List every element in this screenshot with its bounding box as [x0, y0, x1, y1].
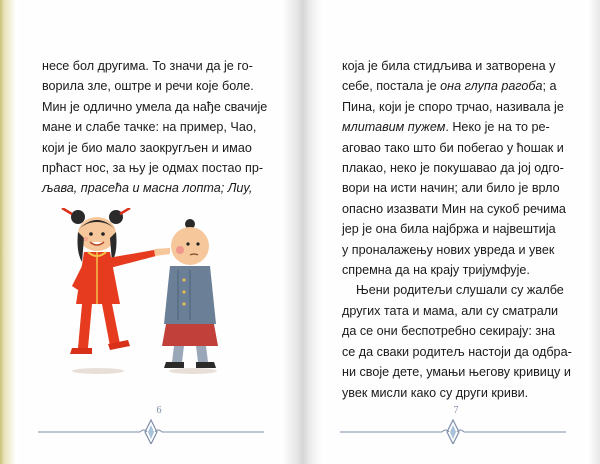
- text-line: прћаст нос, за њу је одмах постао пр-: [42, 161, 264, 176]
- text-line: јер је она била најбржа и највештија: [342, 222, 556, 237]
- text-line: себе, постала је она глупа рагоба; а: [342, 79, 557, 94]
- text-line: се да сваки родитељ настоји да одбра-: [342, 344, 572, 359]
- text-line: спремна да на крају тријумфује.: [342, 263, 530, 278]
- text-line: несе бол другима. То значи да је го-: [42, 59, 253, 73]
- text-line: ворила зле, оштре и речи које боле.: [42, 79, 254, 94]
- left-page: [18, 0, 282, 464]
- text-line: Њени родитељи слушали су жалбе: [356, 283, 564, 298]
- text-line: Пина, који је споро трчао, називала је: [342, 99, 564, 114]
- text-line: плакао, неко је покушавао да јој одго-: [342, 161, 564, 176]
- page-number: 6: [156, 405, 162, 416]
- book-edge-left: [0, 0, 18, 464]
- text-line: опасно изазвати Мин на сукоб речима: [342, 201, 566, 216]
- right-page-text: [342, 56, 584, 403]
- text-line: вори на исти начин; али било је врло: [342, 181, 560, 196]
- text-line: која је била стидљива и затворена у: [342, 59, 556, 73]
- text-line: мане и слабе тачке: на пример, Чао,: [42, 120, 257, 135]
- book-edge-right: [588, 0, 600, 464]
- girl-figure: [62, 208, 170, 374]
- two-chinese-children-illustration: [58, 208, 228, 378]
- text-line: других тата и мама, али су сматрали: [342, 303, 559, 318]
- book-gutter: [282, 0, 322, 464]
- left-page-text: [42, 56, 282, 199]
- text-line: ни своје дете, умањи његову кривицу и: [342, 365, 571, 380]
- text-line: аговао тако што би побегао у ћошак и: [342, 140, 564, 155]
- diamond-flourish-icon: [340, 418, 566, 444]
- page-number: 7: [453, 405, 459, 416]
- text-line: Мин је одлично умела да нађе свачије: [42, 99, 268, 114]
- text-line: млитавим пужем. Неко је на то ре-: [342, 120, 550, 135]
- right-page: [322, 0, 588, 464]
- text-line: увек мисли како су други криви.: [342, 385, 529, 400]
- text-line: љава, прасећа и масна лопта; Лиу,: [42, 181, 253, 196]
- italic-phrase: она глупа рагоба: [440, 79, 543, 94]
- boy-figure: [162, 219, 218, 374]
- text-line: који је био мало заокругљен и имао: [42, 140, 252, 155]
- italic-phrase: млитавим пужем: [342, 120, 446, 135]
- diamond-flourish-icon: [38, 418, 264, 444]
- text-line: да се они беспотребно секирају: зна: [342, 324, 556, 339]
- text-line: у проналажењу нових увреда и увек: [342, 242, 555, 257]
